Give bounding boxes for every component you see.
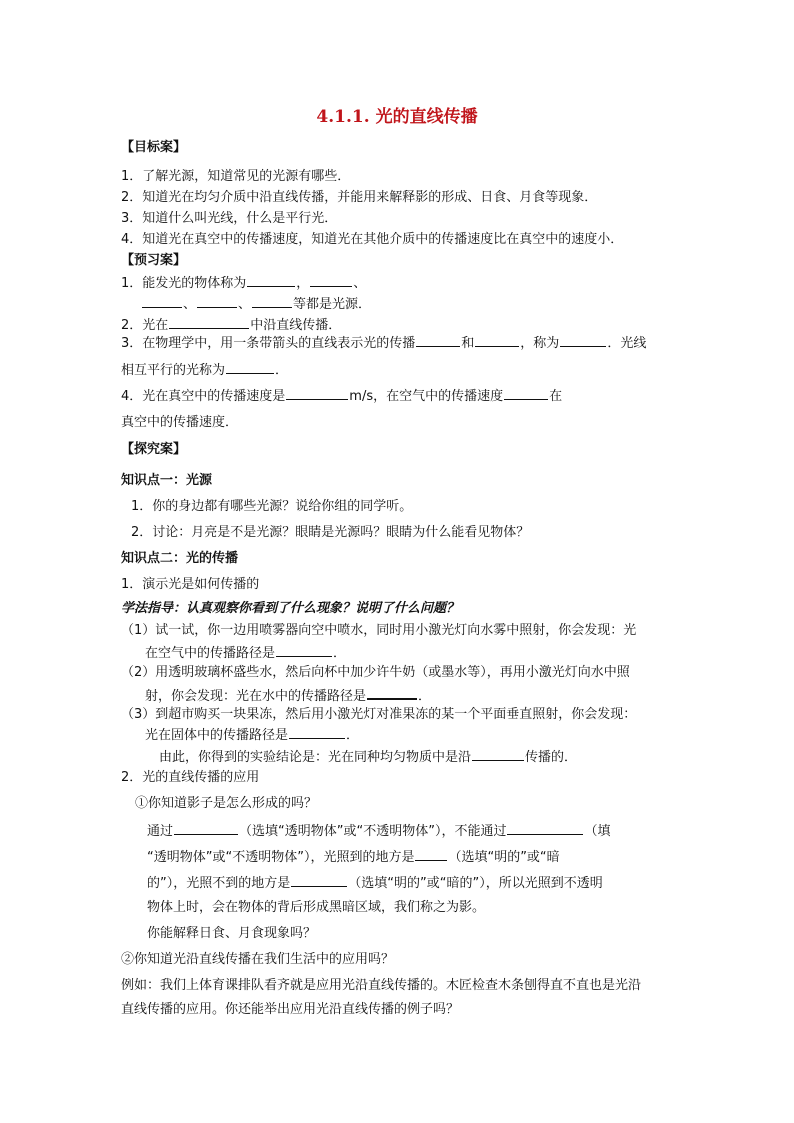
preview-q2: 2．光在 中沿直线传播． bbox=[121, 318, 342, 333]
preview-q1-line1: 1．能发光的物体称为 ， 、 bbox=[121, 276, 367, 291]
explore-heading: 【探究案】 bbox=[121, 442, 187, 457]
method-guide: 学法指导：认真观察你看到了什么现象？说明了什么问题？ bbox=[121, 601, 460, 616]
preview-q4-line2: 真空中的传播速度． bbox=[121, 415, 239, 430]
target-heading: 【目标案】 bbox=[121, 140, 187, 155]
answer-blank[interactable] bbox=[142, 295, 182, 308]
preview-q4-line1: 4．光在真空中的传播速度是 m/s，在空气中的传播速度 在 bbox=[121, 389, 563, 404]
target-item-3: 3．知道什么叫光线，什么是平行光． bbox=[121, 211, 338, 226]
experiment-1-line1: （1）试一试，你一边用喷雾器向空中喷水，同时用小激光灯向水雾中照射，你会发现：光 bbox=[121, 623, 637, 638]
kp1-item-2: 2．讨论：月亮是不是光源？眼睛是光源吗？眼睛为什么能看见物体？ bbox=[131, 525, 530, 540]
answer-blank[interactable] bbox=[367, 686, 417, 700]
shadow-question: ①你知道影子是怎么形成的吗？ bbox=[135, 796, 318, 811]
answer-blank[interactable] bbox=[472, 748, 524, 761]
knowledge-point-1: 知识点一：光源 bbox=[121, 473, 213, 488]
kp1-item-1: 1．你的身边都有哪些光源？说给你组的同学听。 bbox=[131, 499, 413, 514]
experiment-3-line1: （3）到超市购买一块果冻，然后用小激光灯对准果冻的某一个平面垂直照射，你会发现： bbox=[121, 707, 637, 722]
answer-blank[interactable] bbox=[507, 822, 583, 835]
answer-blank[interactable] bbox=[416, 334, 460, 347]
answer-blank[interactable] bbox=[286, 387, 348, 400]
target-item-1: 1．了解光源，知道常见的光源有哪些． bbox=[121, 169, 351, 184]
experiment-2-line1: （2）用透明玻璃杯盛些水，然后向杯中加少许牛奶（或墨水等），再用小激光灯向水中照 bbox=[121, 665, 630, 680]
answer-blank[interactable] bbox=[504, 387, 548, 400]
answer-blank[interactable] bbox=[415, 848, 447, 861]
preview-q3-line1: 3．在物理学中，用一条带箭头的直线表示光的传播 和 ，称为 ．光线 bbox=[121, 336, 647, 351]
application-heading: 2．光的直线传播的应用 bbox=[121, 770, 260, 785]
experiment-2-line2: 射，你会发现：光在水中的传播路径是 ． bbox=[145, 686, 431, 705]
answer-blank[interactable] bbox=[247, 274, 295, 287]
experiment-conclusion: 由此，你得到的实验结论是：光在同种均匀物质中是沿 传播的． bbox=[159, 750, 578, 765]
page-title: 4.1.1. 光的直线传播 bbox=[316, 107, 478, 127]
answer-blank[interactable] bbox=[475, 334, 519, 347]
target-item-4: 4．知道光在真空中的传播速度，知道光在其他介质中的传播速度比在真空中的速度小． bbox=[121, 232, 624, 247]
knowledge-point-2: 知识点二：光的传播 bbox=[121, 551, 239, 566]
answer-blank[interactable] bbox=[174, 822, 238, 835]
preview-heading: 【预习案】 bbox=[121, 253, 187, 268]
preview-q3-line2: 相互平行的光称为 ． bbox=[121, 363, 289, 378]
answer-blank[interactable] bbox=[252, 295, 292, 308]
demo-heading: 1．演示光是如何传播的 bbox=[121, 577, 260, 592]
answer-blank[interactable] bbox=[310, 274, 352, 287]
eclipse-question: 你能解释日食、月食现象吗？ bbox=[147, 926, 317, 941]
answer-blank[interactable] bbox=[289, 726, 345, 739]
answer-blank[interactable] bbox=[560, 334, 606, 347]
answer-blank[interactable] bbox=[276, 644, 332, 657]
preview-q1-line2: 、 、 等都是光源． bbox=[141, 295, 371, 313]
answer-blank[interactable] bbox=[169, 316, 249, 329]
target-item-2: 2．知道光在均匀介质中沿直线传播，并能用来解释影的形成、日食、月食等现象． bbox=[121, 190, 598, 205]
experiment-3-line2: 光在固体中的传播路径是 ． bbox=[145, 728, 360, 743]
shadow-line3: 的”），光照不到的地方是 （选填“明的”或“暗的”），所以光照到不透明 bbox=[147, 876, 603, 891]
shadow-line2: “透明物体”或“不透明物体”），光照到的地方是 （选填“明的”或“暗 bbox=[147, 850, 560, 865]
shadow-line1: 通过 （选填“透明物体”或“不透明物体”），不能通过 （填 bbox=[147, 824, 611, 839]
shadow-line4: 物体上时，会在物体的背后形成黑暗区域，我们称之为影。 bbox=[147, 900, 486, 915]
answer-blank[interactable] bbox=[197, 295, 237, 308]
answer-blank[interactable] bbox=[291, 874, 347, 887]
experiment-1-line2: 在空气中的传播路径是 ． bbox=[145, 646, 347, 661]
example-line2: 直线传播的应用。你还能举出应用光沿直线传播的例子吗？ bbox=[121, 1002, 460, 1017]
example-line1: 例如：我们上体育课排队看齐就是应用光沿直线传播的。木匠检查木条刨得直不直也是光沿 bbox=[121, 978, 642, 993]
answer-blank[interactable] bbox=[226, 361, 274, 374]
application-question: ②你知道光沿直线传播在我们生活中的应用吗？ bbox=[121, 952, 395, 967]
